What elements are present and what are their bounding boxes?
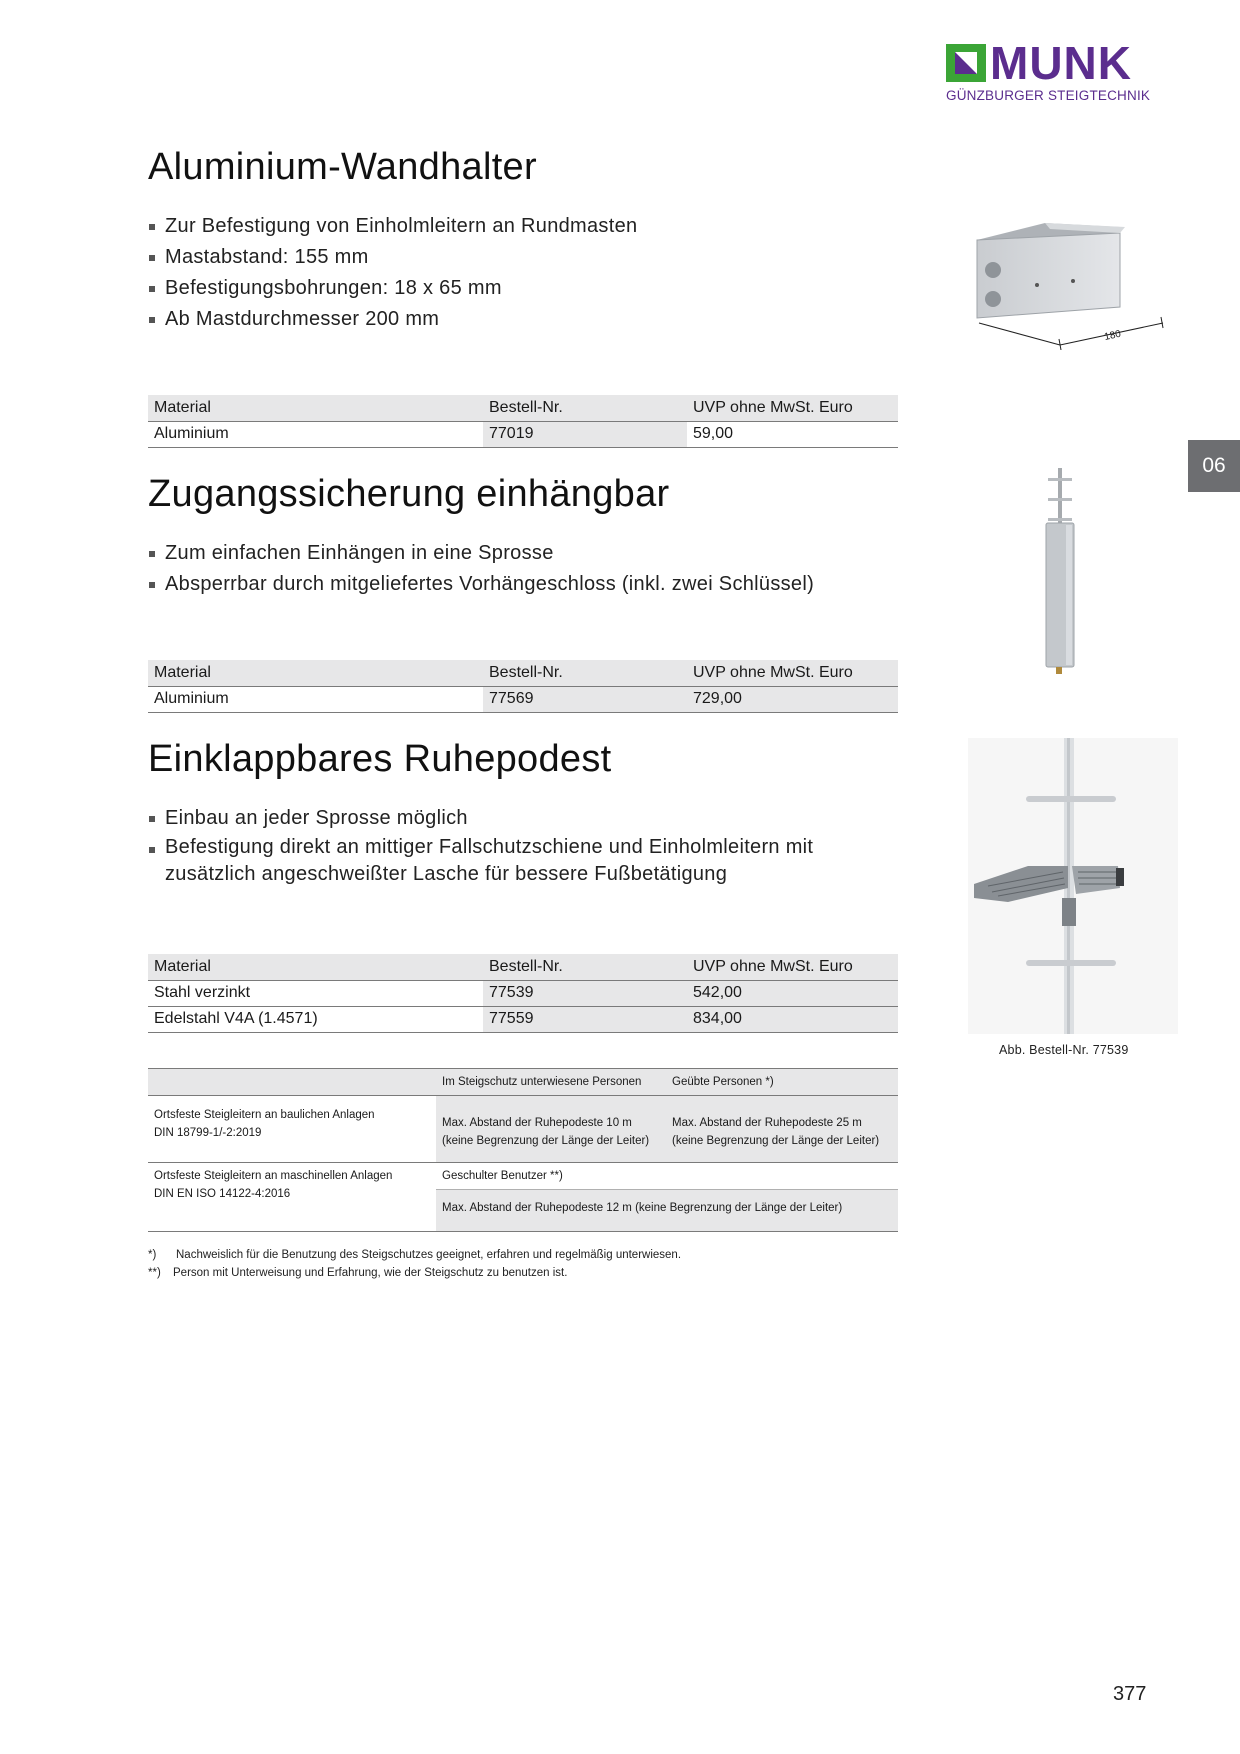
table-row [148, 1006, 898, 1032]
table-header-row [148, 954, 898, 980]
cell-trained-value [436, 1096, 666, 1163]
table-header-row [148, 1069, 898, 1096]
header-material: Material [148, 660, 483, 686]
section-title: Aluminium-Wandhalter [148, 146, 537, 188]
cell-material: Aluminium [148, 421, 483, 447]
header-price: UVP ohne MwSt. Euro [687, 395, 898, 421]
dimension-label: 180 [1103, 328, 1122, 343]
logo-name: MUNK [990, 37, 1132, 89]
table-header-row [148, 395, 898, 421]
header-material: Material [148, 954, 483, 980]
cell-material: Aluminium [148, 686, 483, 712]
row-label-standard: DIN EN ISO 14122-4:2016 [154, 1188, 291, 1200]
footnotes [148, 1246, 681, 1282]
cell-order-no: 77569 [483, 686, 687, 712]
cell-material: Edelstahl V4A (1.4571) [148, 1006, 483, 1032]
cell-experienced-value [666, 1096, 898, 1163]
header-order-no: Bestell-Nr. [483, 954, 687, 980]
value-line: (keine Begrenzung der Länge der Leiter) [442, 1135, 650, 1147]
list-item: Ab Mastdurchmesser 200 mm [148, 304, 898, 335]
page-number: 377 [1113, 1683, 1147, 1705]
cell-material: Stahl verzinkt [148, 980, 483, 1006]
footnote-mark: *) [148, 1249, 157, 1261]
image-caption: Abb. Bestell-Nr. 77539 [999, 1043, 1129, 1057]
header-order-no: Bestell-Nr. [483, 660, 687, 686]
cell-trained-user-value: Max. Abstand der Ruhepodeste 12 m (keine Begrenzung der Länge der Leiter) [436, 1190, 898, 1232]
product-table-rest-platform [148, 954, 898, 1033]
footnote-mark: **) [148, 1267, 161, 1279]
table-row [148, 1163, 898, 1190]
header-order-no: Bestell-Nr. [483, 395, 687, 421]
cell-order-no: 77559 [483, 1006, 687, 1032]
header-price: UVP ohne MwSt. Euro [687, 660, 898, 686]
sub-header-trained-user: Geschulter Benutzer **) [436, 1163, 898, 1190]
cell-price: 834,00 [687, 1006, 898, 1032]
table-row [148, 421, 898, 447]
table-row [148, 686, 898, 712]
footnote [148, 1264, 681, 1282]
header-trained-persons: Im Steigschutz unterwiesene Personen [436, 1069, 666, 1096]
list-item: Einbau an jeder Sprosse möglich [148, 803, 898, 834]
footnote [148, 1246, 681, 1264]
value-line: (keine Begrenzung der Länge der Leiter) [672, 1135, 880, 1147]
logo-row [946, 37, 1156, 89]
footnote-text: Person mit Unterweisung und Erfahrung, wie der Steigschutz zu benutzen ist. [173, 1267, 568, 1279]
section-title: Einklappbares Ruhepodest [148, 738, 612, 780]
row-label-line: Ortsfeste Steigleitern an baulichen Anlagen [154, 1109, 375, 1121]
feature-list [148, 211, 898, 335]
row-label [148, 1163, 436, 1232]
rest-platform-distance-table [148, 1068, 898, 1232]
rest-platform-image [968, 738, 1178, 1034]
logo-mark-icon [946, 44, 986, 82]
list-item: Absperrbar durch mitgeliefertes Vorhängeschloss (inkl. zwei Schlüssel) [148, 569, 898, 600]
row-label-standard: DIN 18799-1/-2:2019 [154, 1127, 262, 1139]
list-item: Befestigungsbohrungen: 18 x 65 mm [148, 273, 898, 304]
header-empty [148, 1069, 436, 1096]
feature-list [148, 803, 898, 888]
table-header-row [148, 660, 898, 686]
list-item: Zum einfachen Einhängen in eine Sprosse [148, 538, 898, 569]
cell-price: 729,00 [687, 686, 898, 712]
access-guard-image [1030, 468, 1090, 678]
header-material: Material [148, 395, 483, 421]
row-label-line: Ortsfeste Steigleitern an maschinellen Anlagen [154, 1170, 393, 1182]
section-rest-platform [148, 738, 898, 888]
list-item: Mastabstand: 155 mm [148, 242, 898, 273]
cell-price: 59,00 [687, 421, 898, 447]
munk-logo [946, 37, 1156, 103]
logo-tagline: GÜNZBURGER STEIGTECHNIK [946, 88, 1151, 103]
value-line: Max. Abstand der Ruhepodeste 10 m [442, 1117, 632, 1129]
header-price: UVP ohne MwSt. Euro [687, 954, 898, 980]
section-access-guard [148, 473, 898, 600]
chapter-tab: 06 [1188, 440, 1240, 492]
table-row [148, 1096, 898, 1163]
footnote-text: Nachweislich für die Benutzung des Steigschutzes geeignet, erfahren und regelmäßig unterwiesen. [176, 1249, 682, 1261]
value-line: Max. Abstand der Ruhepodeste 25 m [672, 1117, 862, 1129]
list-item: Befestigung direkt an mittiger Fallschutzschiene und Einholmleitern mit zusätzlich angeschweißter Lasche für bessere Fußbetätigung [148, 834, 898, 888]
section-wall-bracket [148, 146, 898, 335]
product-table-wall-bracket [148, 395, 898, 448]
cell-order-no: 77539 [483, 980, 687, 1006]
header-experienced-persons: Geübte Personen *) [666, 1069, 898, 1096]
product-table-access-guard [148, 660, 898, 713]
list-item: Zur Befestigung von Einholmleitern an Rundmasten [148, 211, 898, 242]
row-label [148, 1096, 436, 1163]
wall-bracket-image [965, 215, 1175, 350]
cell-order-no: 77019 [483, 421, 687, 447]
table-row [148, 980, 898, 1006]
section-title: Zugangssicherung einhängbar [148, 473, 670, 515]
cell-price: 542,00 [687, 980, 898, 1006]
feature-list [148, 538, 898, 600]
